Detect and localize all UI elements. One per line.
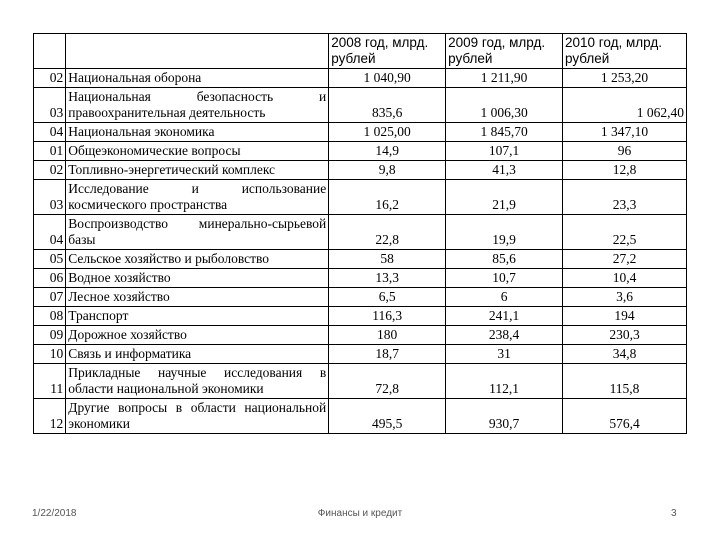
row-value-2010: 3,6 <box>563 288 687 307</box>
row-value-2008: 72,8 <box>329 364 446 399</box>
row-code: 03 <box>34 88 66 123</box>
row-value-2010: 22,5 <box>563 215 687 250</box>
table-row <box>34 88 687 123</box>
row-value-2009: 19,9 <box>446 215 563 250</box>
row-value-2010: 194 <box>563 307 687 326</box>
footer-page-number: 3 <box>671 508 677 519</box>
row-value-2008: 18,7 <box>329 345 446 364</box>
row-value-2009: 6 <box>446 288 563 307</box>
row-value-2008: 13,3 <box>329 269 446 288</box>
row-value-2010: 12,8 <box>563 161 687 180</box>
footer-title: Финансы и кредит <box>317 508 403 519</box>
row-value-2008: 1 025,00 <box>329 123 446 142</box>
row-value-2010: 115,8 <box>563 364 687 399</box>
row-code: 03 <box>34 180 66 215</box>
row-name: Дорожное хозяйство <box>66 326 329 345</box>
row-value-2009: 1 845,70 <box>446 123 563 142</box>
row-name: Водное хозяйство <box>66 269 329 288</box>
table-row <box>34 161 687 180</box>
row-value-2010: 10,4 <box>563 269 687 288</box>
row-value-2008: 116,3 <box>329 307 446 326</box>
table-row <box>34 307 687 326</box>
table-row <box>34 180 687 215</box>
row-value-2010: 27,2 <box>563 250 687 269</box>
row-name: Лесное хозяйство <box>66 288 329 307</box>
row-value-2008: 180 <box>329 326 446 345</box>
row-value-2009: 238,4 <box>446 326 563 345</box>
header-name-cell <box>66 34 329 69</box>
row-value-2009: 107,1 <box>446 142 563 161</box>
row-value-2008: 495,5 <box>329 399 446 434</box>
row-value-2008: 1 040,90 <box>329 69 446 88</box>
table-row <box>34 250 687 269</box>
header-2009: 2009 год, млрд. рублей <box>446 34 563 69</box>
row-value-2009: 112,1 <box>446 364 563 399</box>
row-value-2009: 1 211,90 <box>446 69 563 88</box>
row-code: 01 <box>34 142 66 161</box>
row-value-2009: 41,3 <box>446 161 563 180</box>
table-row <box>34 142 687 161</box>
row-name: Топливно-энергетический комплекс <box>66 161 329 180</box>
row-code: 05 <box>34 250 66 269</box>
row-value-2009: 1 006,30 <box>446 88 563 123</box>
table-row <box>34 215 687 250</box>
row-value-2009: 241,1 <box>446 307 563 326</box>
table-row <box>34 123 687 142</box>
header-2010: 2010 год, млрд. рублей <box>563 34 687 69</box>
header-code-cell <box>34 34 66 69</box>
row-name: Исследование и использование космического пространства <box>66 180 329 215</box>
row-code: 06 <box>34 269 66 288</box>
row-value-2010: 576,4 <box>563 399 687 434</box>
row-code: 09 <box>34 326 66 345</box>
row-value-2010: 1 062,40 <box>563 88 687 123</box>
row-name: Воспроизводство минерально-сырьевой базы <box>66 215 329 250</box>
row-name: Транспорт <box>66 307 329 326</box>
table-row <box>34 399 687 434</box>
table-row <box>34 326 687 345</box>
header-2008: 2008 год, млрд. рублей <box>329 34 446 69</box>
row-value-2009: 85,6 <box>446 250 563 269</box>
row-name: Прикладные научные исследования в области национальной экономики <box>66 364 329 399</box>
row-code: 04 <box>34 123 66 142</box>
budget-table <box>33 33 687 434</box>
table-header-row <box>34 34 687 69</box>
row-name: Связь и информатика <box>66 345 329 364</box>
row-code: 07 <box>34 288 66 307</box>
row-code: 02 <box>34 161 66 180</box>
table-row <box>34 269 687 288</box>
row-value-2008: 16,2 <box>329 180 446 215</box>
table-row <box>34 288 687 307</box>
row-value-2008: 58 <box>329 250 446 269</box>
row-name: Общеэкономические вопросы <box>66 142 329 161</box>
row-value-2008: 22,8 <box>329 215 446 250</box>
row-code: 10 <box>34 345 66 364</box>
row-value-2009: 21,9 <box>446 180 563 215</box>
footer-date: 1/22/2018 <box>32 508 77 519</box>
row-name: Национальная экономика <box>66 123 329 142</box>
row-value-2010: 1 253,20 <box>563 69 687 88</box>
row-name: Сельское хозяйство и рыболовство <box>66 250 329 269</box>
row-name: Национальная оборона <box>66 69 329 88</box>
row-value-2010: 96 <box>563 142 687 161</box>
row-code: 11 <box>34 364 66 399</box>
table-body <box>34 69 687 434</box>
row-code: 08 <box>34 307 66 326</box>
row-value-2010: 34,8 <box>563 345 687 364</box>
row-code: 04 <box>34 215 66 250</box>
row-value-2009: 930,7 <box>446 399 563 434</box>
row-name: Национальная безопасность и правоохранительная деятельность <box>66 88 329 123</box>
row-value-2010: 1 347,10 <box>563 123 687 142</box>
row-value-2009: 31 <box>446 345 563 364</box>
row-name: Другие вопросы в области национальной экономики <box>66 399 329 434</box>
table-row <box>34 364 687 399</box>
row-value-2008: 835,6 <box>329 88 446 123</box>
table-row <box>34 69 687 88</box>
row-code: 12 <box>34 399 66 434</box>
row-value-2008: 9,8 <box>329 161 446 180</box>
row-value-2009: 10,7 <box>446 269 563 288</box>
row-value-2008: 14,9 <box>329 142 446 161</box>
row-code: 02 <box>34 69 66 88</box>
row-value-2008: 6,5 <box>329 288 446 307</box>
row-value-2010: 230,3 <box>563 326 687 345</box>
table-row <box>34 345 687 364</box>
row-value-2010: 23,3 <box>563 180 687 215</box>
